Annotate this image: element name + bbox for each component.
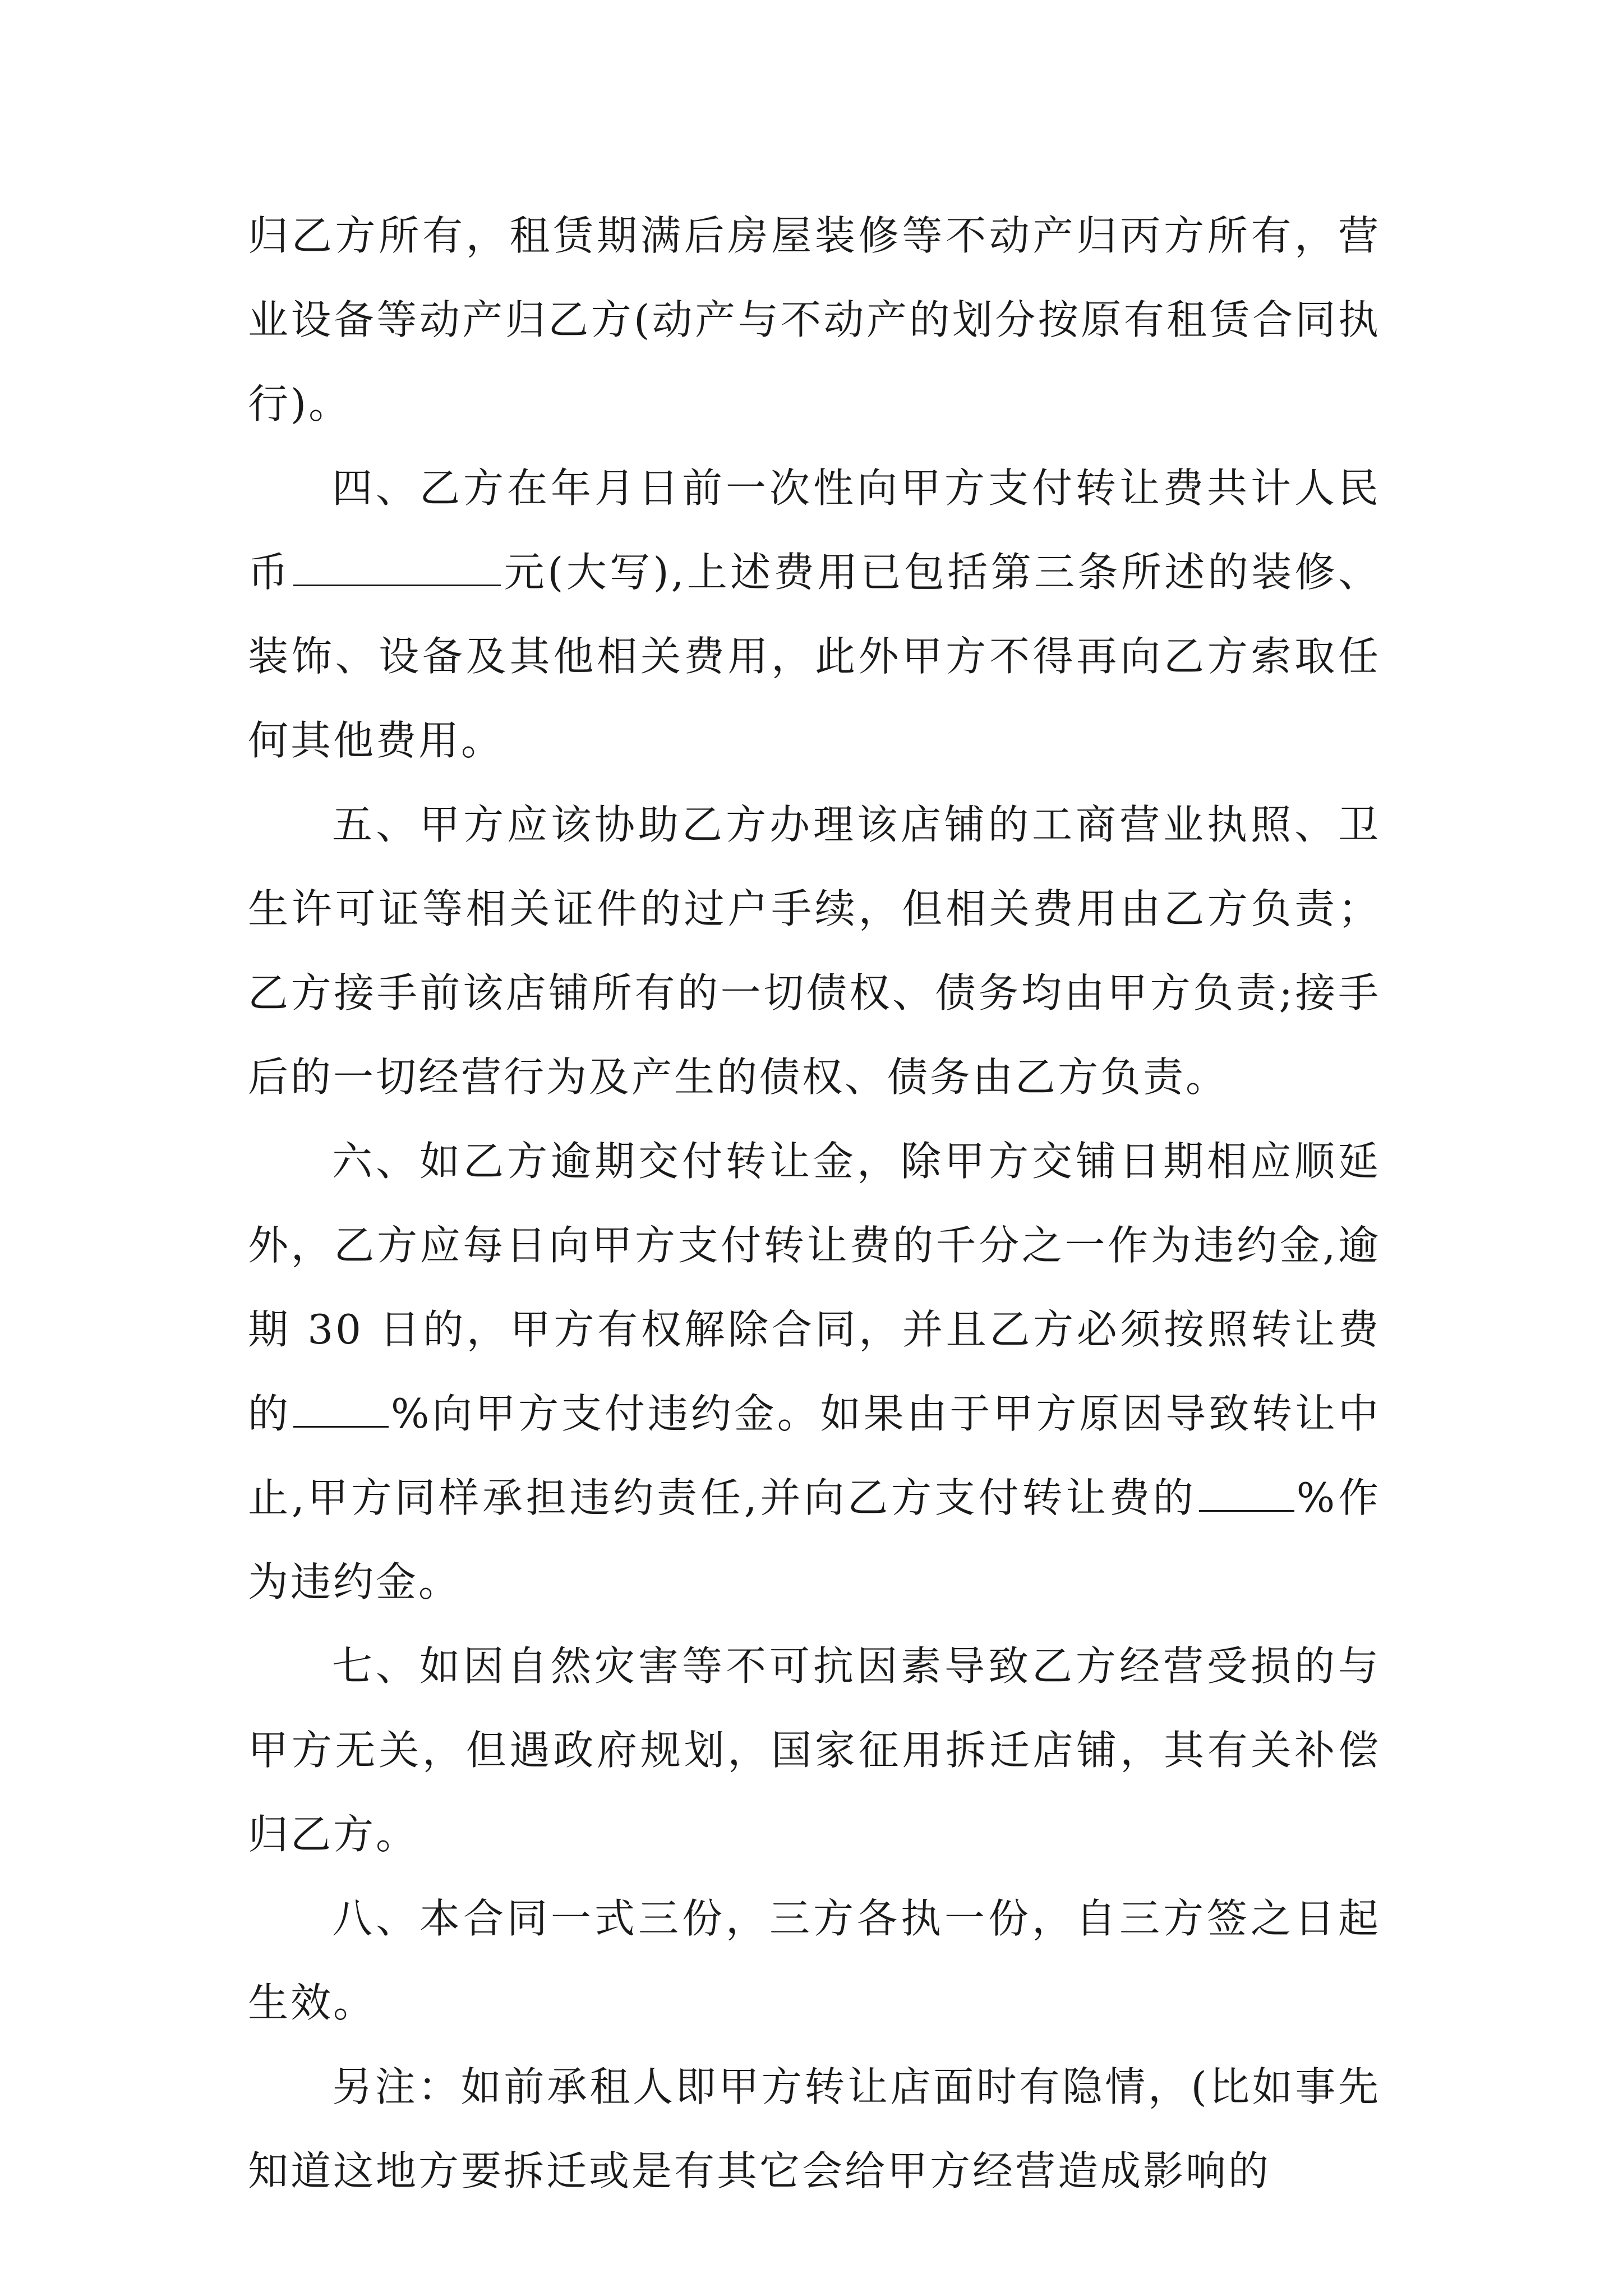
amount-blank — [293, 550, 501, 586]
paragraph-additional-note: 另注：如前承租人即甲方转让店面时有隐情，(比如事先知道这地方要拆迁或是有其它会给甲方经营造成影响的 — [248, 2063, 1381, 2194]
paragraph-clause-8: 八、本合同一式三份，三方各执一份，自三方签之日起生效。 — [248, 1895, 1381, 2026]
paragraph-clause-4 — [248, 446, 1381, 783]
paragraph-clause-6 — [248, 1119, 1381, 1624]
clause-6-text-c: %作为违约金。 — [248, 1474, 1381, 1605]
penalty-percent-blank-2 — [1199, 1475, 1294, 1512]
penalty-percent-blank-1 — [293, 1391, 389, 1428]
clause-6-text-a: 六、如乙方逾期交付转让金，除甲方交铺日期相应顺延外，乙方应每日向甲方支付转让费的千分之一作为违约金,逾期 30 日的，甲方有权解除合同，并且乙方必须按照转让费的 — [248, 1138, 1381, 1437]
clause-4-text-a: 四、乙方在年月日前一次性向甲方支付转让费共计人民币 — [248, 464, 1381, 596]
clause-6-text-b: %向甲方支付违约金。如果由于甲方原因导致转让中止,甲方同样承担违约责任,并向乙方支付转让费的 — [248, 1390, 1381, 1521]
paragraph-ownership-continued: 归乙方所有，租赁期满后房屋装修等不动产归丙方所有，营业设备等动产归乙方(动产与不动产的划分按原有租赁合同执行)。 — [248, 212, 1381, 427]
clause-4-text-b: 元(大写),上述费用已包括第三条所述的装修、装饰、设备及其他相关费用，此外甲方不得再向乙方索取任何其他费用。 — [248, 549, 1381, 764]
paragraph-clause-7: 七、如因自然灾害等不可抗因素导致乙方经营受损的与甲方无关，但遇政府规划，国家征用拆迁店铺，其有关补偿归乙方。 — [248, 1642, 1381, 1858]
paragraph-clause-5: 五、甲方应该协助乙方办理该店铺的工商营业执照、卫生许可证等相关证件的过户手续，但相关费用由乙方负责；乙方接手前该店铺所有的一切债权、债务均由甲方负责;接手后的一切经营行为及产生的债权、债务由乙方负责。 — [248, 801, 1381, 1101]
contract-body — [248, 194, 1381, 2213]
